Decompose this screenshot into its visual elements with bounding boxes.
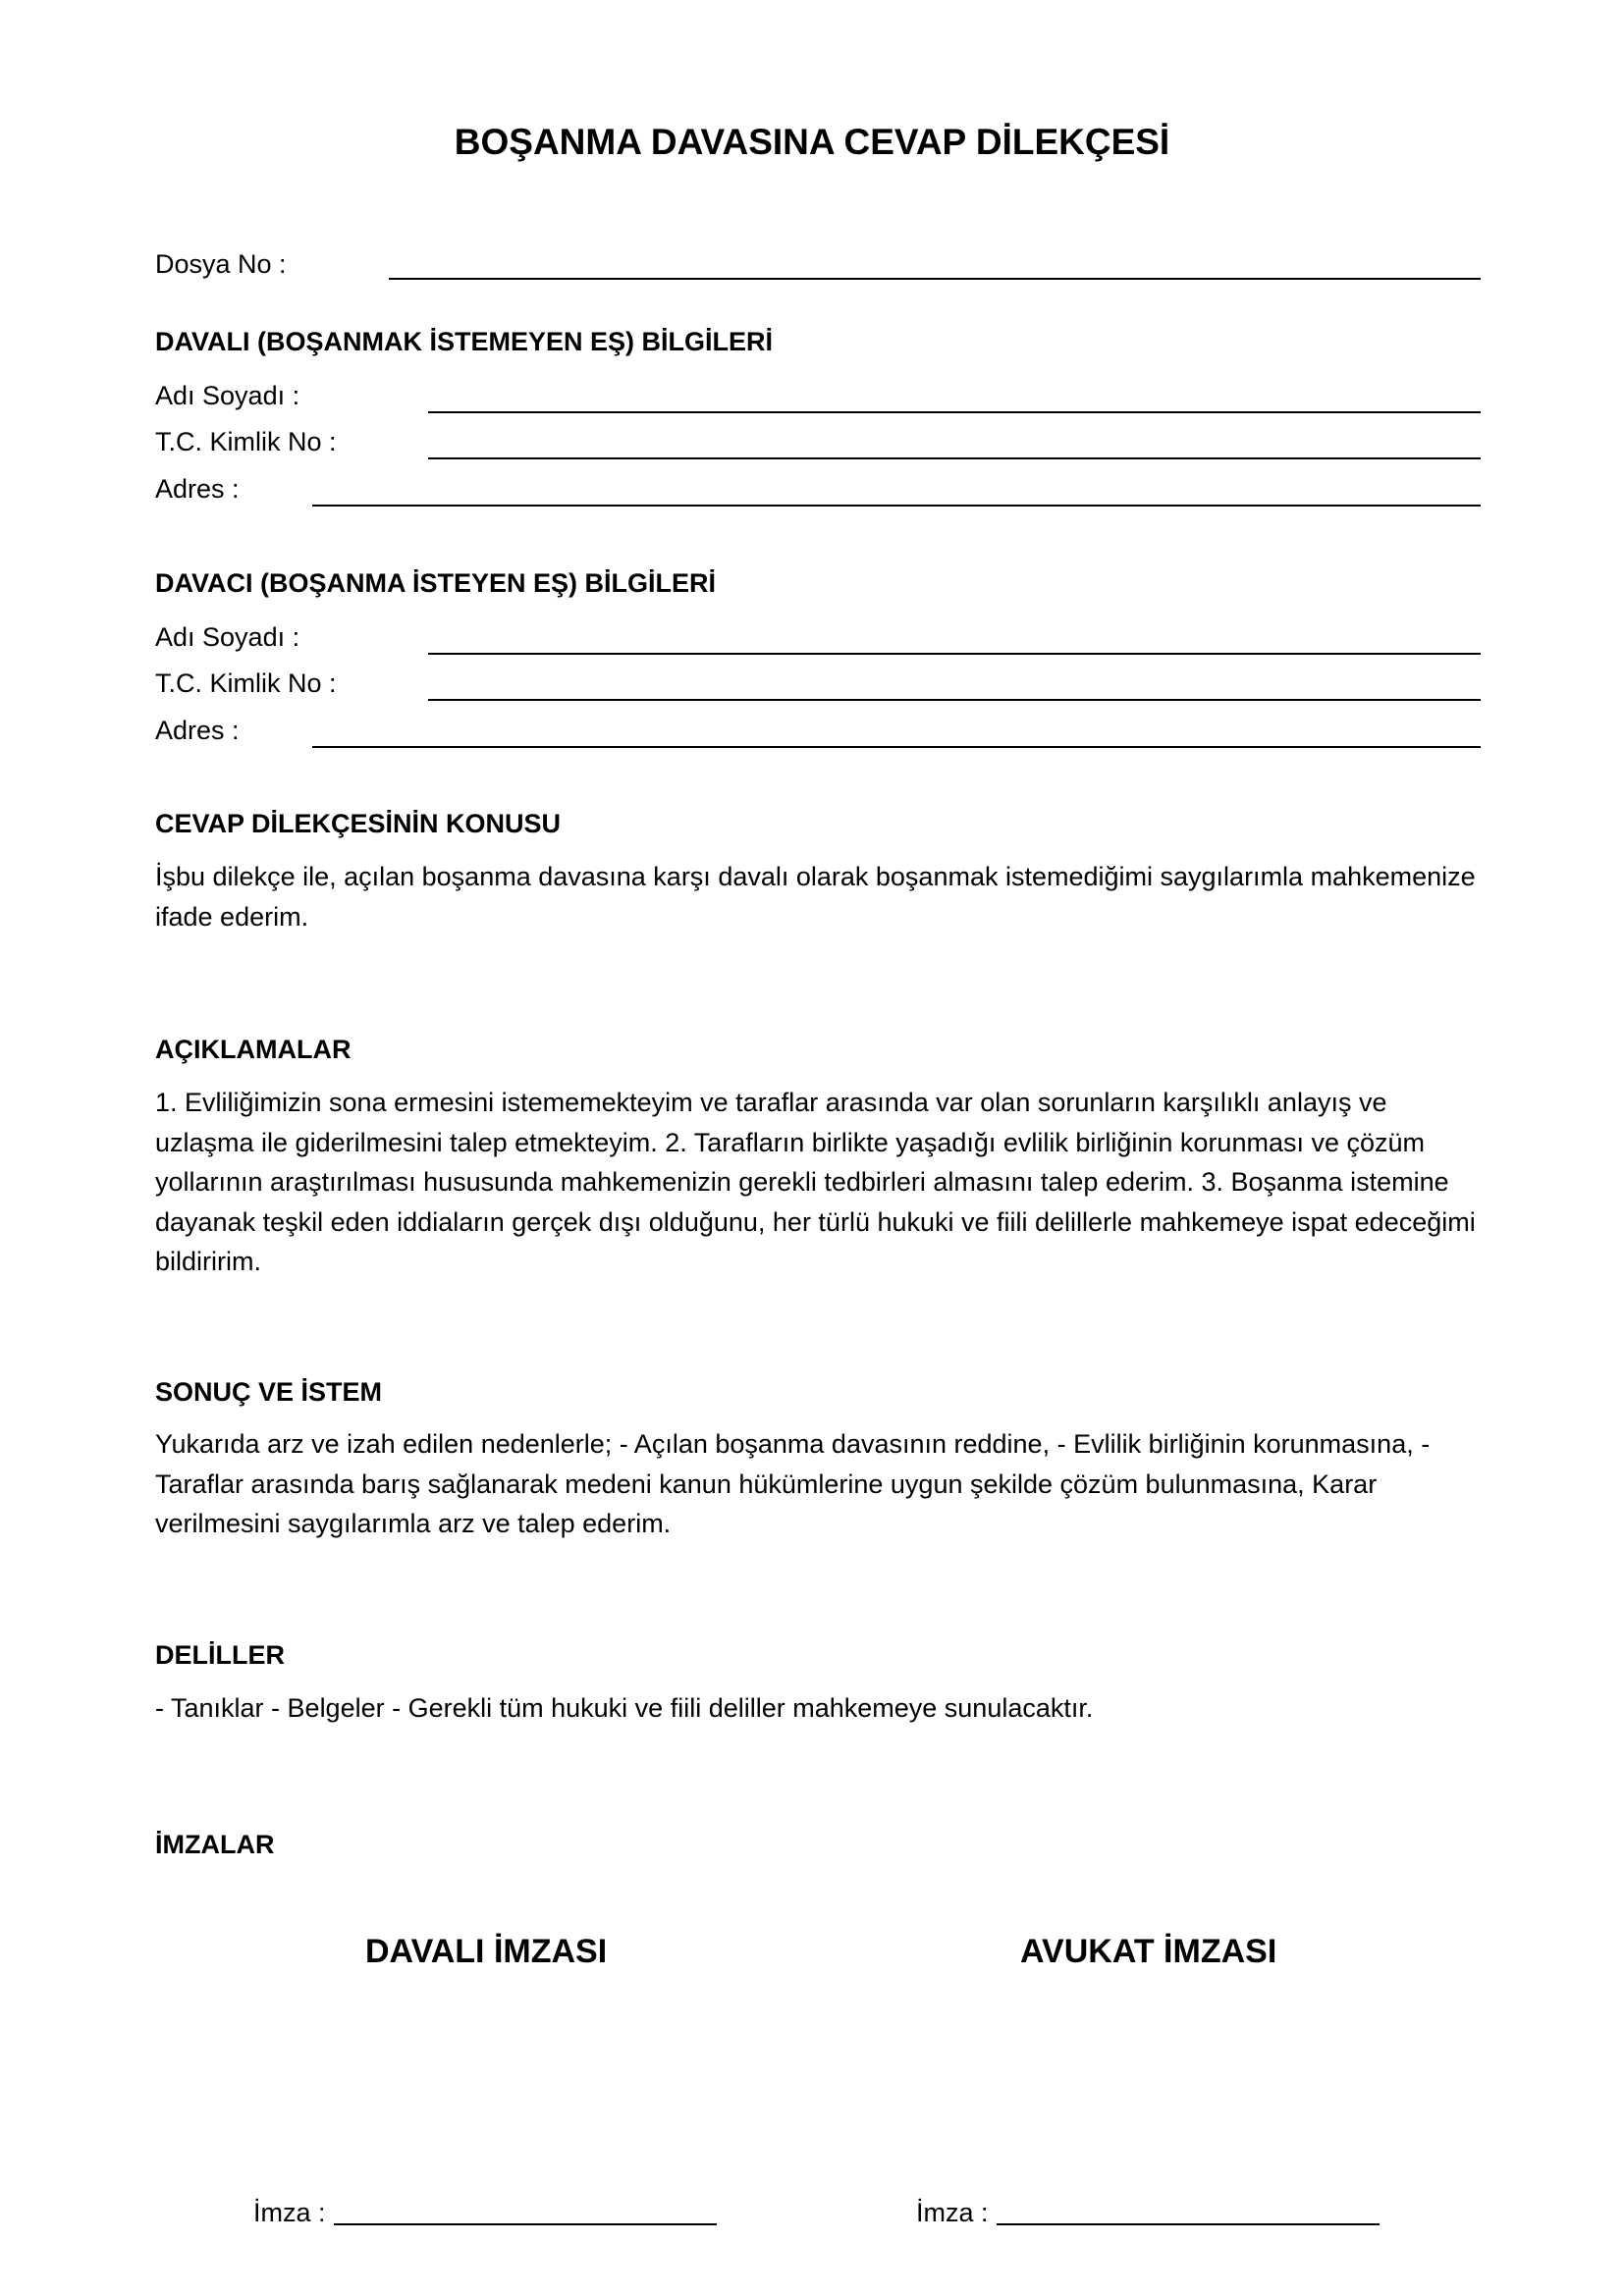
explanations-heading: AÇIKLAMALAR xyxy=(155,1035,352,1064)
page-title: BOŞANMA DAVASINA CEVAP DİLEKÇESİ xyxy=(454,122,1170,162)
plaintiff-heading: DAVACI (BOŞANMA İSTEYEN EŞ) BİLGİLERİ xyxy=(155,568,717,598)
plaintiff-id-label: T.C. Kimlik No : xyxy=(155,668,337,698)
lawyer-signature-line xyxy=(916,2196,1380,2229)
plaintiff-address-field[interactable] xyxy=(312,746,1481,748)
plaintiff-name-field[interactable] xyxy=(428,653,1481,655)
lawyer-signature-field[interactable] xyxy=(997,2223,1380,2225)
lawyer-signature-label: İmza : xyxy=(916,2198,989,2227)
signatures-heading: İMZALAR xyxy=(155,1830,275,1859)
conclusion-heading: SONUÇ VE İSTEM xyxy=(155,1377,383,1407)
defendant-heading: DAVALI (BOŞANMAK İSTEMEYEN EŞ) BİLGİLERİ xyxy=(155,327,774,356)
explanations-text: 1. Evliliğimizin sona ermesini istememekteyim ve taraflar arasında var olan sorunların karşılıklı anlayış ve uzlaşma ile giderilmesini talep etmekteyim. 2. Tarafların birlikte yaşadığı evlilik birliğinin korunması ve çözüm yollarının araştırılması hususunda mahkemenizin gerekli tedbirleri almasını talep ederim. 3. Boşanma istemine dayanak teşkil eden iddiaların gerçek dışı olduğunu, her türlü hukuki ve fiili delillerle mahkemeye ispat edeceğimi bildiririm. xyxy=(155,1088,1476,1276)
file-number-label: Dosya No : xyxy=(155,249,287,279)
defendant-signature-label: İmza : xyxy=(253,2198,326,2227)
subject-heading: CEVAP DİLEKÇESİNİN KONUSU xyxy=(155,809,562,838)
plaintiff-address-label: Adres : xyxy=(155,716,240,745)
evidence-text: - Tanıklar - Belgeler - Gerekli tüm hukuki ve fiili deliller mahkemeye sunulacaktır. xyxy=(155,1693,1094,1723)
defendant-name-field[interactable] xyxy=(428,411,1481,413)
defendant-id-label: T.C. Kimlik No : xyxy=(155,427,337,456)
conclusion-text: Yukarıda arz ve izah edilen nedenlerle; - Açılan boşanma davasının reddine, - Evlilik birliğinin korunmasına, - Taraflar arasında barış sağlanarak medeni kanun hükümlerine uygun şekilde çözüm bulunmasına, Karar verilmesini saygılarımla arz ve talep ederim. xyxy=(155,1429,1431,1538)
defendant-signature-title: DAVALI İMZASI xyxy=(365,1933,608,1970)
defendant-signature-line xyxy=(253,2196,717,2229)
defendant-address-field[interactable] xyxy=(312,505,1481,507)
file-number-field[interactable] xyxy=(389,278,1481,280)
defendant-signature-field[interactable] xyxy=(334,2223,717,2225)
lawyer-signature-title: AVUKAT İMZASI xyxy=(1020,1933,1277,1970)
subject-text: İşbu dilekçe ile, açılan boşanma davasına karşı davalı olarak boşanmak istemediğimi saygılarımla mahkemenize ifade ederim. xyxy=(155,862,1476,932)
plaintiff-id-field[interactable] xyxy=(428,699,1481,701)
evidence-heading: DELİLLER xyxy=(155,1640,285,1670)
defendant-name-label: Adı Soyadı : xyxy=(155,381,300,410)
defendant-address-label: Adres : xyxy=(155,474,240,504)
defendant-id-field[interactable] xyxy=(428,457,1481,459)
plaintiff-name-label: Adı Soyadı : xyxy=(155,622,300,652)
